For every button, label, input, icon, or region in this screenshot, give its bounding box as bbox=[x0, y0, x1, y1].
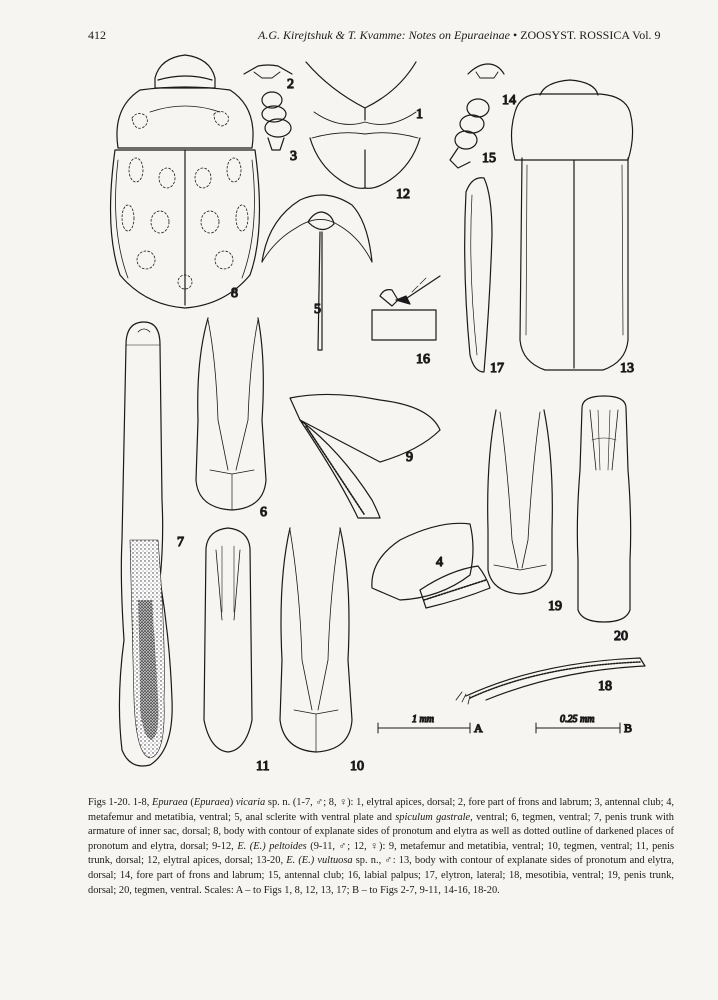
fig-label: 7 bbox=[177, 535, 184, 550]
fig4-metafemur bbox=[372, 523, 490, 608]
fig16-labial-palpus bbox=[372, 276, 440, 340]
scale-a-letter: A bbox=[474, 721, 483, 735]
caption-text: sp. n. (1-7, ♂; 8, ♀): 1, elytral apices, dorsal; 2, fore part of frons and labrum; 3, antennal club; 4, metafemur and metatibia, ventral; 5, anal sclerite with ventral plate and bbox=[88, 797, 675, 823]
fig-label: 14 bbox=[502, 93, 516, 108]
fig13-body-dorsal bbox=[512, 80, 633, 370]
fig-label: 18 bbox=[598, 679, 612, 694]
fig-label: 15 bbox=[482, 151, 496, 166]
fig-label: 12 bbox=[396, 187, 410, 202]
fig-label: 19 bbox=[548, 599, 562, 614]
caption-text: , ventral; 6, tegmen, ventral; 7, penis trunk with armature of inner sac, dorsal; 8, body with contour of explanate sides of pronotum and elytra as well as dotted outline of darkened places of pronotum and elytra, dorsal; 9-12, bbox=[88, 811, 674, 852]
fig6-tegmen bbox=[196, 318, 266, 510]
fig9-metafemur bbox=[290, 394, 440, 518]
fig11-penis-trunk bbox=[204, 528, 252, 752]
fig-label: 20 bbox=[614, 629, 628, 644]
fig-label: 3 bbox=[290, 149, 297, 164]
fig10-tegmen bbox=[280, 528, 352, 752]
caption-text: ( bbox=[187, 797, 194, 808]
fig18-mesotibia bbox=[456, 658, 645, 704]
caption-text: (9-11, ♂; 12, ♀): 9, metafemur and metatibia, ventral; 10, tegmen, ventral; 11, penis trunk, dorsal; 12, elytral apices, dorsal; 13-20, bbox=[88, 840, 674, 867]
scale-bar-a bbox=[378, 714, 483, 735]
caption-text: sp. n., ♂: 13, body with contour of explanate sides of pronotum and elytra, dorsal; 14, fore part of frons and labrum; 15, antennal club; 16, labial palpus; 17, elytron, lateral; 18, mesotibia, ventral; 19, penis trunk, dorsal; 20, tegmen, ventral. Scales: A – to Figs 1, 8, 12, 13, 17; B – to Figs 2-7, 9-11, 14-16, 18-20. bbox=[88, 855, 675, 896]
running-header-authors: A.G. Kirejtshuk & T. Kvamme: Notes on Epuraeinae bbox=[258, 28, 510, 42]
fig-label: 13 bbox=[620, 361, 634, 376]
fig-label: 5 bbox=[314, 302, 321, 317]
fig12-elytral-apices bbox=[310, 133, 420, 189]
scale-a-length: 1 mm bbox=[412, 714, 434, 725]
running-header-journal: ZOOSYST. ROSSICA Vol. 9 bbox=[520, 28, 661, 42]
caption-species: vicaria bbox=[235, 797, 266, 808]
fig-label: 11 bbox=[256, 759, 270, 774]
caption-genus: Epuraea bbox=[151, 797, 188, 808]
fig-label: 17 bbox=[490, 361, 504, 376]
fig1-elytral-apices bbox=[306, 62, 416, 124]
fig-label: 10 bbox=[350, 759, 364, 774]
caption-subgenus: Epuraea bbox=[193, 797, 230, 808]
fig-label: 6 bbox=[260, 505, 267, 520]
figure-caption bbox=[88, 796, 674, 898]
caption-species: E. (E.) vultuosa bbox=[286, 855, 353, 867]
fig14-frons-labrum bbox=[468, 64, 504, 78]
fig-label: 8 bbox=[231, 286, 238, 301]
scale-bar-b bbox=[536, 714, 632, 735]
fig3-antennal-club bbox=[262, 92, 291, 150]
fig-label: 4 bbox=[436, 555, 443, 570]
fig-label: 9 bbox=[406, 450, 413, 465]
fig2-frons-labrum bbox=[244, 65, 292, 78]
page-number: 412 bbox=[88, 28, 106, 42]
caption-text: ) bbox=[229, 797, 236, 808]
fig-label: 2 bbox=[287, 77, 294, 92]
fig17-elytron-lateral bbox=[465, 178, 492, 372]
caption-term: spiculum gastrale bbox=[395, 811, 471, 823]
fig-label: 16 bbox=[416, 352, 430, 367]
fig8-body-dorsal bbox=[111, 55, 260, 308]
caption-text: Figs 1-20. 1-8, bbox=[88, 797, 152, 808]
fig19-penis-trunk bbox=[488, 410, 553, 594]
running-header-separator: • bbox=[512, 28, 518, 42]
caption-species: E. (E.) peltoides bbox=[237, 840, 307, 852]
fig20-tegmen bbox=[577, 396, 630, 622]
scale-b-length: 0.25 mm bbox=[560, 714, 595, 725]
scale-b-letter: B bbox=[624, 721, 633, 735]
fig7-penis-trunk bbox=[119, 322, 172, 766]
fig-label: 1 bbox=[416, 107, 423, 122]
fig5-anal-sclerite bbox=[262, 195, 372, 350]
